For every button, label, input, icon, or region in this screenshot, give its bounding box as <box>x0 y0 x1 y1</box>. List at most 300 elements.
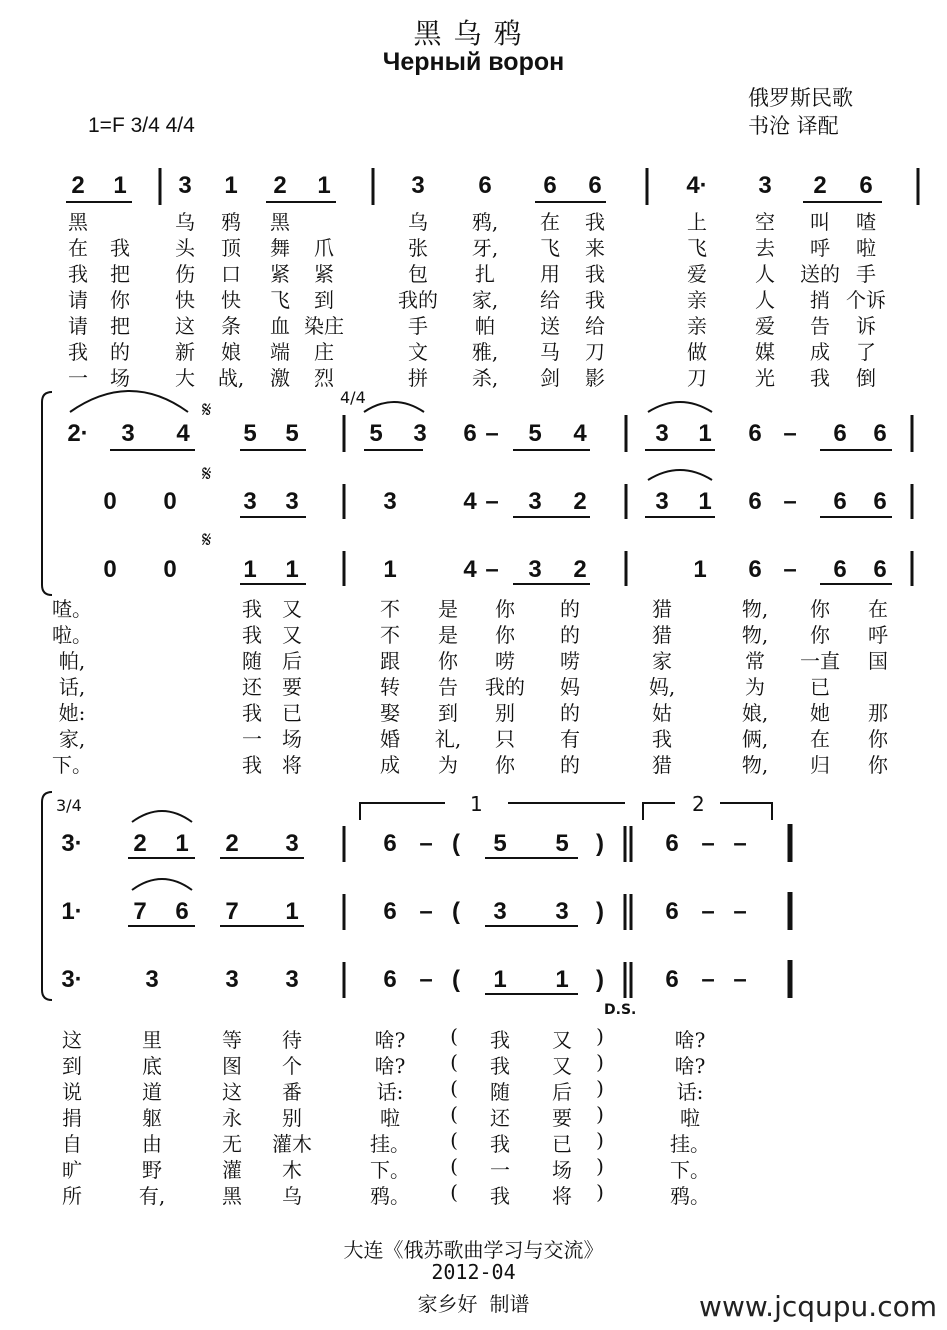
lyric-syllable: 在 <box>868 597 888 621</box>
lyric-syllable: 紧 <box>270 262 290 286</box>
lyric-syllable: 场 <box>282 727 302 751</box>
note: 3 <box>655 420 669 447</box>
note: 6 <box>463 420 477 447</box>
lyric-syllable: 一直 <box>800 649 840 673</box>
lyric-syllable: 婚 <box>380 727 400 751</box>
note: – <box>733 966 747 993</box>
lyric-syllable: 人 <box>755 288 775 312</box>
lyric-syllable: 你 <box>810 623 830 647</box>
lyric-syllable: 图 <box>222 1054 242 1078</box>
note: 6 <box>543 172 557 199</box>
note: 3 <box>528 488 542 515</box>
footer-date: 2012-04 <box>431 1260 516 1284</box>
lyric-syllable: ( <box>450 1180 458 1204</box>
lyric-syllable: 的 <box>560 597 580 621</box>
note: 1 <box>493 966 507 993</box>
lyric-syllable: 是 <box>438 623 458 647</box>
note: – <box>701 966 715 993</box>
lyric-syllable: 激 <box>270 366 290 390</box>
lyric-syllable: 只 <box>495 727 515 751</box>
lyric-syllable: 啥? <box>674 1028 706 1052</box>
lyric-syllable: 别 <box>495 701 515 725</box>
note: 3 <box>178 172 192 199</box>
lyric-syllable: 话: <box>676 1080 704 1104</box>
lyric-syllable: 捐 <box>62 1106 82 1130</box>
note: 6 <box>588 172 602 199</box>
lyric-syllable: 你 <box>110 288 130 312</box>
lyric-syllable: 帕, <box>58 649 86 673</box>
note: 6 <box>748 556 762 583</box>
lyric-syllable: ) <box>596 1024 604 1048</box>
lyric-syllable: 一 <box>490 1158 510 1182</box>
lyric-syllable: 口 <box>221 262 241 286</box>
lyric-syllable: 上 <box>687 210 707 234</box>
note: – <box>783 556 797 583</box>
lyric-syllable: 告 <box>810 314 830 338</box>
lyric-syllable: 家, <box>471 288 499 312</box>
lyric-syllable: ) <box>596 1050 604 1074</box>
lyric-syllable: 的 <box>110 340 130 364</box>
lyric-syllable: 自 <box>62 1132 82 1156</box>
lyric-syllable: 已 <box>552 1132 572 1156</box>
lyric-syllable: 个诉 <box>846 288 886 312</box>
note: 0 <box>103 488 117 515</box>
lyric-syllable: 鸦, <box>471 210 499 234</box>
lyric-syllable: 我 <box>490 1132 510 1156</box>
lyric-syllable: 请 <box>68 314 88 338</box>
lyric-syllable: 将 <box>552 1184 572 1208</box>
note: 5 <box>528 420 542 447</box>
lyric-syllable: 木 <box>282 1158 302 1182</box>
lyric-syllable: 礼, <box>434 727 462 751</box>
note: 4 <box>573 420 587 447</box>
lyric-syllable: 还 <box>242 675 262 699</box>
note: 6 <box>748 420 762 447</box>
footer-source: 大连《俄苏歌曲学习与交流》 <box>343 1238 604 1262</box>
lyric-syllable: 诉 <box>856 314 876 338</box>
note: 3 <box>493 898 507 925</box>
lyric-syllable: 我 <box>490 1028 510 1052</box>
lyric-syllable: 给 <box>540 288 560 312</box>
lyric-syllable: 随 <box>490 1080 510 1104</box>
lyric-syllable: 喳 <box>856 210 876 234</box>
lyric-syllable: 物, <box>741 597 769 621</box>
note: 6 <box>859 172 873 199</box>
lyric-syllable: 鸦 <box>221 210 241 234</box>
lyric-syllable: 后 <box>282 649 302 673</box>
lyric-syllable: 家 <box>652 649 672 673</box>
note: 6 <box>175 898 189 925</box>
lyric-syllable: 紧 <box>314 262 334 286</box>
lyric-syllable: 到 <box>438 701 458 725</box>
lyric-syllable: 做 <box>687 340 707 364</box>
note: ) <box>596 898 604 925</box>
lyric-syllable: 已 <box>810 675 830 699</box>
lyric-syllable: 底 <box>142 1054 162 1078</box>
lyric-syllable: 跟 <box>380 649 400 673</box>
lyric-syllable: 媒 <box>755 340 775 364</box>
note: ) <box>596 966 604 993</box>
note: 3 <box>225 966 239 993</box>
lyric-syllable: 飞 <box>540 236 560 260</box>
lyric-syllable: 亲 <box>687 314 707 338</box>
lyric-syllable: 叫 <box>810 210 830 234</box>
lyric-syllable: 成 <box>810 340 830 364</box>
lyric-syllable: 不 <box>380 623 400 647</box>
lyric-syllable: ( <box>450 1128 458 1152</box>
lyric-syllable: 永 <box>222 1106 242 1130</box>
note: ( <box>452 830 460 857</box>
lyric-syllable: 猎 <box>652 623 672 647</box>
lyric-syllable: 鸦。 <box>370 1184 410 1208</box>
note: – <box>783 420 797 447</box>
note: – <box>783 488 797 515</box>
lyric-syllable: 你 <box>495 623 515 647</box>
lyric-syllable: 人 <box>755 262 775 286</box>
lyric-syllable: ( <box>450 1024 458 1048</box>
lyric-syllable: ) <box>596 1102 604 1126</box>
note: 2 <box>813 172 827 199</box>
lyric-syllable: 的 <box>560 623 580 647</box>
note: 3 <box>655 488 669 515</box>
lyric-syllable: 话, <box>58 675 86 699</box>
lyric-syllable: 无 <box>222 1132 242 1156</box>
segno-icon: 𝄋 <box>202 528 212 553</box>
lyric-syllable: 灌木 <box>272 1132 312 1156</box>
note: – <box>419 898 433 925</box>
lyric-syllable: 我 <box>585 288 605 312</box>
lyric-syllable: 我 <box>490 1054 510 1078</box>
lyric-syllable: 猎 <box>652 597 672 621</box>
lyric-syllable: 挂。 <box>370 1132 410 1156</box>
lyric-syllable: 剑 <box>540 366 560 390</box>
note: 2 <box>573 488 587 515</box>
lyric-syllable: 有, <box>138 1184 166 1208</box>
lyric-syllable: 啥? <box>674 1054 706 1078</box>
note: 7 <box>133 898 147 925</box>
lyric-syllable: 乌 <box>408 210 428 234</box>
lyric-syllable: 我 <box>242 753 262 777</box>
note: ( <box>452 898 460 925</box>
lyric-syllable: 一 <box>68 366 88 390</box>
lyric-syllable: 黑 <box>68 210 88 234</box>
lyric-syllable: ( <box>450 1102 458 1126</box>
lyric-syllable: 我的 <box>398 288 438 312</box>
lyric-syllable: ( <box>450 1050 458 1074</box>
note: 1 <box>555 966 569 993</box>
note: 6 <box>873 420 887 447</box>
dal-segno-label: D.S. <box>604 1002 637 1018</box>
lyric-syllable: 刀 <box>585 340 605 364</box>
lyric-syllable: 的 <box>560 701 580 725</box>
lyric-syllable: 这 <box>222 1080 242 1104</box>
lyric-syllable: 把 <box>110 314 130 338</box>
lyric-syllable: 亲 <box>687 288 707 312</box>
lyric-syllable: 伤 <box>175 262 195 286</box>
note: 1 <box>285 556 299 583</box>
lyric-syllable: 我 <box>242 597 262 621</box>
note: 1 <box>698 488 712 515</box>
lyric-syllable: 猎 <box>652 753 672 777</box>
origin-label: 俄罗斯民歌 <box>748 86 853 110</box>
lyric-syllable: 烈 <box>314 366 334 390</box>
note: 3 <box>555 898 569 925</box>
lyric-syllable: 番 <box>282 1080 302 1104</box>
note: 1 <box>224 172 238 199</box>
lyric-syllable: 一 <box>242 727 262 751</box>
lyric-syllable: 我 <box>68 340 88 364</box>
note: 4 <box>463 556 477 583</box>
lyric-syllable: 又 <box>282 597 302 621</box>
lyric-syllable: 你 <box>495 753 515 777</box>
lyric-syllable: 乌 <box>175 210 195 234</box>
lyric-syllable: 还 <box>490 1106 510 1130</box>
note: 5 <box>555 830 569 857</box>
lyric-syllable: 你 <box>495 597 515 621</box>
note: – <box>485 488 499 515</box>
lyric-syllable: 俩, <box>741 727 769 751</box>
note: 6 <box>665 830 679 857</box>
lyric-syllable: 爱 <box>687 262 707 286</box>
lyric-syllable: 她: <box>58 701 86 725</box>
note: 7 <box>225 898 239 925</box>
note: – <box>701 898 715 925</box>
note: – <box>733 830 747 857</box>
lyric-syllable: 在 <box>68 236 88 260</box>
lyric-syllable: 灌 <box>222 1158 242 1182</box>
lyric-syllable: 告 <box>438 675 458 699</box>
lyric-syllable: 所 <box>62 1184 82 1208</box>
lyric-syllable: 常 <box>745 649 765 673</box>
lyric-syllable: 扎 <box>475 262 495 286</box>
lyric-syllable: 庄 <box>314 340 334 364</box>
lyric-syllable: 给 <box>585 314 605 338</box>
lyric-syllable: 呼 <box>810 236 830 260</box>
lyric-syllable: 空 <box>755 210 775 234</box>
note: 2 <box>273 172 287 199</box>
lyric-syllable: 我 <box>585 210 605 234</box>
lyric-syllable: 等 <box>222 1028 242 1052</box>
lyric-syllable: 啦 <box>680 1106 700 1130</box>
lyric-syllable: 物, <box>741 753 769 777</box>
lyric-syllable: 又 <box>282 623 302 647</box>
key-signature: 1=F 3/4 4/4 <box>88 114 195 137</box>
note: 5 <box>369 420 383 447</box>
lyric-syllable: 随 <box>242 649 262 673</box>
lyric-syllable: 你 <box>438 649 458 673</box>
lyric-syllable: 里 <box>142 1028 162 1052</box>
note: 3 <box>285 830 299 857</box>
note: 2· <box>67 420 89 447</box>
lyric-syllable: ) <box>596 1128 604 1152</box>
lyric-syllable: 我 <box>652 727 672 751</box>
lyric-syllable: 新 <box>175 340 195 364</box>
lyric-syllable: 端 <box>270 340 290 364</box>
lyric-syllable: 倒 <box>856 366 876 390</box>
lyric-syllable: ) <box>596 1076 604 1100</box>
note: 4· <box>686 172 708 199</box>
lyric-syllable: 我 <box>68 262 88 286</box>
lyric-syllable: 由 <box>142 1132 162 1156</box>
lyric-syllable: 战, <box>217 366 245 390</box>
lyric-syllable: 妈, <box>648 675 676 699</box>
note: 3 <box>121 420 135 447</box>
lyric-syllable: ) <box>596 1154 604 1178</box>
lyric-syllable: 用 <box>540 262 560 286</box>
lyric-syllable: 雅, <box>471 340 499 364</box>
lyric-syllable: 旷 <box>62 1158 82 1182</box>
lyric-syllable: 请 <box>68 288 88 312</box>
lyric-syllable: 娘 <box>221 340 241 364</box>
lyric-syllable: 后 <box>552 1080 572 1104</box>
time-change-3-4: 3/4 <box>56 796 82 815</box>
lyric-syllable: 影 <box>585 366 605 390</box>
lyric-syllable: 唠 <box>560 649 580 673</box>
lyric-syllable: 张 <box>408 236 428 260</box>
note: – <box>485 420 499 447</box>
lyric-syllable: 国 <box>868 649 888 673</box>
lyric-syllable: 包 <box>408 262 428 286</box>
lyric-syllable: 啦 <box>856 236 876 260</box>
title-chinese: 黑乌鸦 <box>413 17 534 50</box>
note: – <box>701 830 715 857</box>
lyric-syllable: 家, <box>58 727 86 751</box>
note: 5 <box>285 420 299 447</box>
note: 1 <box>317 172 331 199</box>
lyric-syllable: 话: <box>376 1080 404 1104</box>
lyric-syllable: 帕 <box>475 314 495 338</box>
lyric-syllable: 你 <box>868 727 888 751</box>
note: 4 <box>176 420 190 447</box>
note: 1 <box>698 420 712 447</box>
lyric-syllable: 我 <box>810 366 830 390</box>
note: 0 <box>163 556 177 583</box>
note: 6 <box>748 488 762 515</box>
lyric-syllable: 将 <box>282 753 302 777</box>
note: ) <box>596 830 604 857</box>
note: 2 <box>573 556 587 583</box>
lyric-syllable: 道 <box>142 1080 162 1104</box>
lyric-syllable: 你 <box>810 597 830 621</box>
lyric-syllable: 喳。 <box>52 597 92 621</box>
lyric-syllable: 捎 <box>810 288 830 312</box>
lyric-syllable: 啥? <box>374 1054 406 1078</box>
note: 6 <box>873 488 887 515</box>
note: 1 <box>243 556 257 583</box>
lyric-syllable: 唠 <box>495 649 515 673</box>
lyric-syllable: 成 <box>380 753 400 777</box>
note: 0 <box>103 556 117 583</box>
time-change-4-4: 4/4 <box>340 388 366 407</box>
lyric-syllable: 姑 <box>652 701 672 725</box>
note: 1 <box>113 172 127 199</box>
note: 3 <box>243 488 257 515</box>
lyric-syllable: 娶 <box>380 701 400 725</box>
lyric-syllable: 血 <box>270 314 290 338</box>
note: 6 <box>833 556 847 583</box>
lyric-syllable: 为 <box>438 753 458 777</box>
note: 3 <box>528 556 542 583</box>
lyric-syllable: 要 <box>282 675 302 699</box>
lyric-syllable: 场 <box>552 1158 572 1182</box>
lyric-syllable: 我 <box>242 623 262 647</box>
note: 5 <box>493 830 507 857</box>
segno-icon: 𝄋 <box>202 398 212 423</box>
lyric-syllable: 杀, <box>471 366 499 390</box>
lyric-syllable: 又 <box>552 1054 572 1078</box>
lyric-syllable: 有 <box>560 727 580 751</box>
lyric-syllable: 啦。 <box>52 623 92 647</box>
lyric-syllable: 我 <box>585 262 605 286</box>
lyric-syllable: 爱 <box>755 314 775 338</box>
lyric-syllable: 我的 <box>485 675 525 699</box>
lyric-syllable: ( <box>450 1154 458 1178</box>
lyric-syllable: 黑 <box>270 210 290 234</box>
note: – <box>733 898 747 925</box>
note: 1· <box>61 898 83 925</box>
lyric-syllable: 快 <box>175 288 195 312</box>
ending-1-label: 1 <box>470 792 483 816</box>
note: 6 <box>478 172 492 199</box>
lyric-syllable: 到 <box>314 288 334 312</box>
lyric-syllable: 别 <box>282 1106 302 1130</box>
lyric-syllable: 顶 <box>221 236 241 260</box>
ending-2-label: 2 <box>692 792 705 816</box>
lyric-syllable: 乌 <box>282 1184 302 1208</box>
lyric-syllable: 要 <box>552 1106 572 1130</box>
lyric-syllable: 刀 <box>687 366 707 390</box>
lyric-syllable: 个 <box>282 1054 302 1078</box>
lyric-syllable: 转 <box>380 675 400 699</box>
note: 6 <box>873 556 887 583</box>
lyric-syllable: 我 <box>490 1184 510 1208</box>
lyric-syllable: 我 <box>110 236 130 260</box>
note: 6 <box>833 420 847 447</box>
note: – <box>419 830 433 857</box>
note: 3 <box>383 488 397 515</box>
segno-icon: 𝄋 <box>202 462 212 487</box>
note: 1 <box>285 898 299 925</box>
lyric-syllable: 把 <box>110 262 130 286</box>
lyric-syllable: 啥? <box>374 1028 406 1052</box>
lyric-syllable: 这 <box>62 1028 82 1052</box>
lyric-syllable: 拼 <box>408 366 428 390</box>
lyric-syllable: 手 <box>856 262 876 286</box>
lyric-syllable: 野 <box>142 1158 162 1182</box>
lyric-syllable: 你 <box>868 753 888 777</box>
lyric-syllable: 场 <box>110 366 130 390</box>
lyric-syllable: 待 <box>282 1028 302 1052</box>
lyric-syllable: ) <box>596 1180 604 1204</box>
note: 6 <box>665 966 679 993</box>
lyric-syllable: 牙, <box>471 236 499 260</box>
note: 2 <box>225 830 239 857</box>
lyric-syllable: 光 <box>755 366 775 390</box>
lyric-syllable: 了 <box>856 340 876 364</box>
lyric-syllable: 我 <box>242 701 262 725</box>
note: 6 <box>833 488 847 515</box>
lyric-syllable: 说 <box>62 1080 82 1104</box>
note: 6 <box>665 898 679 925</box>
lyric-syllable: 挂。 <box>670 1132 710 1156</box>
note: 3 <box>413 420 427 447</box>
lyric-syllable: 不 <box>380 597 400 621</box>
note: 1 <box>383 556 397 583</box>
lyric-syllable: ( <box>450 1076 458 1100</box>
lyric-syllable: 到 <box>62 1054 82 1078</box>
lyric-syllable: 的 <box>560 753 580 777</box>
lyric-syllable: 她 <box>810 701 830 725</box>
